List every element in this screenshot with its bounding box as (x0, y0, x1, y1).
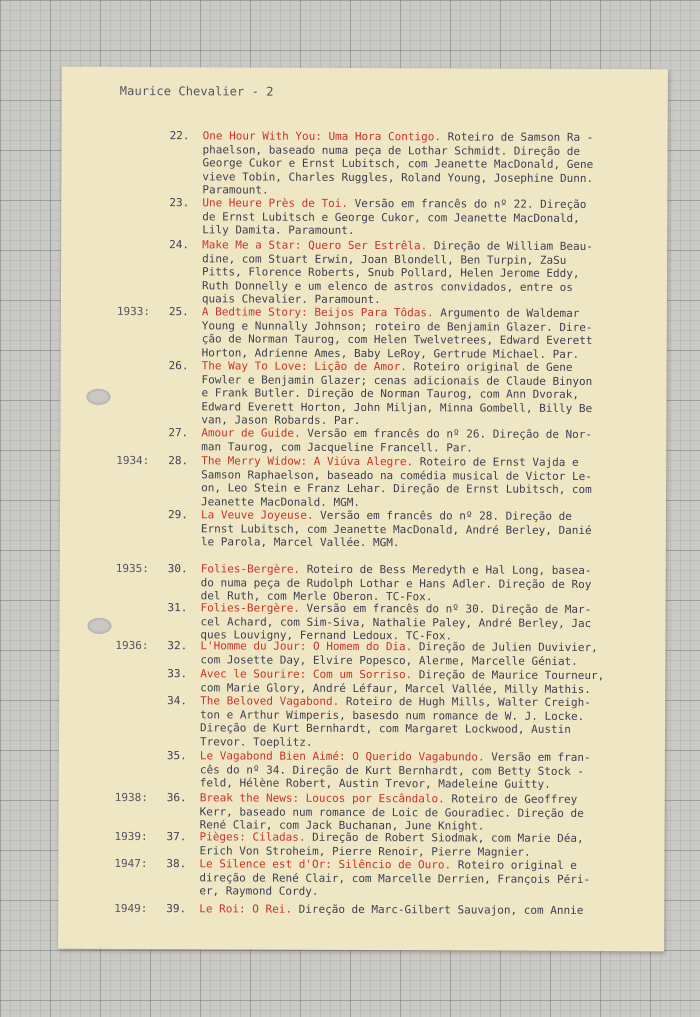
entry-line-text: Direção de William Beau- (427, 239, 593, 254)
entry-line-text: Roteiro de Bess Meredyth e Hal Long, basea- (300, 562, 592, 577)
entry-line-text: Edward Everett Horton, John Miljan, Minna Gombell, Billy Be (201, 400, 593, 415)
entry-line (202, 170, 644, 186)
entry-text (202, 129, 644, 199)
entry-line-text: Samson Raphaelson, baseado na comédia musical de Victor Le- (201, 467, 592, 483)
punch-hole (87, 618, 111, 634)
page-header: Maurice Chevalier - 2 (119, 83, 274, 99)
entry-year: 1938: (114, 790, 148, 805)
entry-number: 33. (167, 667, 188, 681)
entry-line-text: van, Jason Robards. Par. (201, 413, 361, 428)
entry-line-text: Ernst Lubitsch, com Jeanette MacDonald, André Berley, Danié (200, 521, 592, 537)
entry-line-text: vieve Tobin, Charles Ruggles, Roland Young, Josephine Dunn. (202, 170, 594, 185)
entry-text (200, 639, 642, 668)
entry-number: 22. (169, 129, 190, 143)
entry-line-text: Direção de Robert Siodmak, com Marie Déa, (305, 830, 584, 845)
entry-text (200, 791, 642, 834)
entry-number: 28. (168, 454, 189, 468)
entry-number: 35. (166, 749, 187, 763)
entry-line-text: Young e Nunnally Johnson; roteiro de Benjamin Glazer. Dire- (201, 318, 593, 334)
entry-line-text: George Cukor e Ernst Lubitsch, com Jeanette MacDonald, Gene (202, 156, 594, 172)
film-title: La Veuve Joyeuse. (200, 508, 314, 522)
entry-number: 29. (167, 508, 188, 522)
entry-line-text: Horton, Adrienne Ames, Baby LeRoy, Gertrude Michael. Par. (201, 346, 580, 361)
entry-line-text: Kerr, baseado num romance de Loic de Gouradiec. Direção de (199, 804, 584, 820)
entry-number: 31. (167, 601, 188, 615)
entry-text (201, 454, 643, 510)
entry-line-text: Trevor. Toeplitz. (199, 735, 313, 749)
film-title: Le Roi: O Rei. (199, 902, 293, 916)
entry-line-text: do numa peça de Rudolph Lothar e Hans Adler. Direção de Roy (200, 575, 592, 591)
entry-text (201, 508, 643, 551)
entry-number: 38. (166, 857, 187, 871)
film-title: One Hour With You: Uma Hora Contigo. (202, 129, 442, 144)
entry-text (200, 601, 642, 644)
entry-line-text: Roteiro de Geoffrey (444, 792, 578, 806)
entry-line-text: Versão em francês do nº 30. Direção de Mar- (299, 601, 592, 616)
entry-line-text: Roteiro de Samson Ra - (441, 130, 594, 145)
entry-line (201, 535, 643, 551)
entry-text (200, 749, 642, 792)
film-title: Le Silence est d'Or: Silêncio de Ouro. (199, 857, 452, 872)
film-entry (60, 561, 666, 604)
entry-line-text: Roteiro original de Gene (406, 360, 573, 374)
entry-line-text: Direção de Julien Duvivier, (412, 640, 598, 655)
entry-line (200, 776, 642, 792)
entry-text (202, 305, 644, 361)
film-title: The Beloved Vagabond. (200, 694, 340, 708)
entry-line-text: del Ruth, com Merle Oberon. TC-Fox. (200, 589, 433, 604)
entry-line-text: Roteiro de Hugh Mills, Walter Creigh- (339, 694, 591, 709)
entry-line (200, 653, 642, 669)
entry-line-text: Roteiro de Ernst Vajda e (413, 455, 579, 469)
entry-number: 30. (167, 562, 188, 576)
entry-line-text: direção de René Clair, com Marcelle Derrien, François Péri- (199, 870, 591, 886)
film-title: Amour de Guide. (201, 426, 301, 440)
entry-line-text: Versão em francês do nº 22. Direção (348, 196, 587, 211)
film-title: Avec le Sourire: Com um Sorriso. (200, 667, 413, 682)
entry-line-text: Paramount. (202, 183, 269, 197)
film-title: Pièges: Ciladas. (199, 830, 306, 844)
entry-year: 1939: (114, 829, 148, 844)
entry-line-text: dine, com Stuart Erwin, Joan Blondell, Ben Turpin, ZaSu (202, 251, 567, 267)
entry-line-text: Versão em fran- (484, 750, 591, 764)
entry-line-text: Direção de Kurt Bernhardt, com Margaret Lockwood, Austin (200, 721, 571, 737)
entry-line-text: er, Raymond Cordy. (199, 884, 319, 898)
entry-line-text: Versão em francês do nº 28. Direção de (313, 508, 572, 523)
entry-line-text: e Frank Butler. Direção de Norman Taurog, com Ann Dvorak, (201, 386, 580, 402)
entry-number: 32. (167, 639, 188, 653)
film-entry (62, 129, 668, 197)
film-title: Break the News: Loucos por Escândalo. (199, 791, 445, 806)
film-title: L'Homme du Jour: O Homem do Dia. (200, 639, 413, 654)
entry-line-text: Direção de Marc-Gilbert Sauvajon, com Annie (291, 902, 584, 917)
entry-line-text: Versão em francês do nº 26. Direção de Nor- (300, 426, 593, 441)
film-title: Une Heure Près de Toi. (202, 196, 349, 210)
entry-line-text: Lily Damita. Paramount. (202, 223, 355, 238)
entry-line-text: cel Achard, com Sim-Siva, Nathalie Paley, André Berley, Jac (200, 614, 592, 630)
film-entry (58, 901, 664, 917)
entry-line-text: Roteiro original e (451, 858, 577, 872)
entry-line-text: com Marie Glory, André Léfaur, Marcel Vallée, Milly Mathis. (200, 680, 591, 696)
entry-text (202, 196, 644, 239)
entry-line-text: Erich Von Stroheim, Pierre Renoir, Pierre Magnier. (199, 843, 531, 859)
entry-line-text: Direção de Maurice Tourneur, (412, 668, 605, 683)
entry-line (201, 440, 643, 456)
entry-line-text: Ruth Donnelly e um elenco de astros convidados, entre os (201, 279, 573, 294)
entry-year: 1934: (116, 453, 150, 468)
entry-line-text: on, Leo Stein e Franz Lehar. Direção de Ernst Lubitsch, com (201, 481, 592, 497)
entry-line-text: ção de Norman Taurog, com Helen Twelvetrees, Edward Everett (201, 332, 593, 348)
punch-hole (86, 389, 110, 405)
entry-text (201, 562, 643, 605)
entry-line-text: Pitts, Florence Roberts, Snub Pollard, Helen Jerome Eddy, (202, 265, 580, 281)
entry-line-text: com Josette Day, Elvire Popesco, Alerme, Marcelle Géniat. (200, 652, 578, 668)
entry-line-text: ton e Arthur Wimperis, basesdo num romance de W. J. Locke. (200, 707, 585, 723)
entry-year: 1935: (115, 561, 149, 576)
entry-line-text: man Taurog, com Jacqueline Francell. Par. (201, 439, 473, 455)
entry-line-text: Jeanette MacDonald. MGM. (201, 495, 361, 509)
entry-number: 25. (168, 305, 189, 319)
entry-number: 26. (168, 359, 189, 373)
film-title: Folies-Bergère. (200, 601, 300, 615)
entry-number: 23. (169, 196, 190, 210)
film-title: Folies-Bergère. (200, 562, 301, 576)
entry-year: 1936: (115, 638, 149, 653)
typed-page (58, 67, 668, 952)
entry-line-text: ques Louvigny, Fernand Ledoux. TC-Fox. (200, 628, 453, 643)
entry-text (201, 426, 643, 455)
film-title: The Way To Love: Lição de Amor. (201, 359, 407, 374)
entry-line-text: Fowler e Benjamin Glazer; cenas adicionais de Claude Binyon (201, 372, 593, 388)
entry-line (200, 735, 642, 751)
entry-year: 1949: (114, 901, 148, 916)
entry-number: 24. (169, 238, 190, 252)
entry-line-text: de Ernst Lubitsch e George Cukor, com Jeanette MacDonald, (202, 209, 580, 225)
film-title: The Merry Widow: A Viúva Alegre. (201, 454, 414, 469)
entry-line-text: feld, Hélène Robert, Austin Trevor, Madeleine Guitty. (199, 776, 551, 792)
entry-text (202, 238, 644, 308)
film-title: A Bedtime Story: Beijos Para Tôdas. (201, 305, 434, 320)
entry-text (200, 694, 642, 750)
entry-line (202, 223, 644, 239)
entry-number: 34. (167, 694, 188, 708)
entry-year: 1947: (114, 856, 148, 871)
entry-number: 27. (168, 426, 189, 440)
entry-line-text: Argumento de Waldemar (433, 306, 580, 320)
entry-text (199, 830, 641, 859)
entry-text (200, 667, 642, 696)
entry-line-text: René Clair, com Jack Buchanan, June Knight. (199, 818, 485, 833)
entry-line-text: phaelson, baseado numa peça de Lothar Schmidt. Direção de (202, 142, 581, 158)
entry-text (199, 902, 641, 918)
entry-text (201, 359, 643, 429)
entry-line (199, 884, 641, 900)
film-title: Make Me a Star: Quero Ser Estrêla. (202, 238, 428, 253)
entry-line-text: quais Chevalier. Paramount. (201, 292, 381, 307)
entry-number: 36. (166, 791, 187, 805)
entry-line-text: le Parola, Marcel Vallée. MGM. (200, 535, 400, 550)
entry-number: 39. (166, 902, 187, 916)
entry-text (199, 857, 641, 900)
film-title: Le Vagabond Bien Aimé: O Querido Vagabundo. (199, 749, 485, 764)
entry-year: 1933: (116, 304, 151, 319)
entry-line-text: cês do nº 34. Direção de Kurt Bernhardt, com Betty Stock - (199, 762, 584, 778)
entry-number: 37. (166, 830, 187, 844)
entry-line (199, 902, 641, 918)
